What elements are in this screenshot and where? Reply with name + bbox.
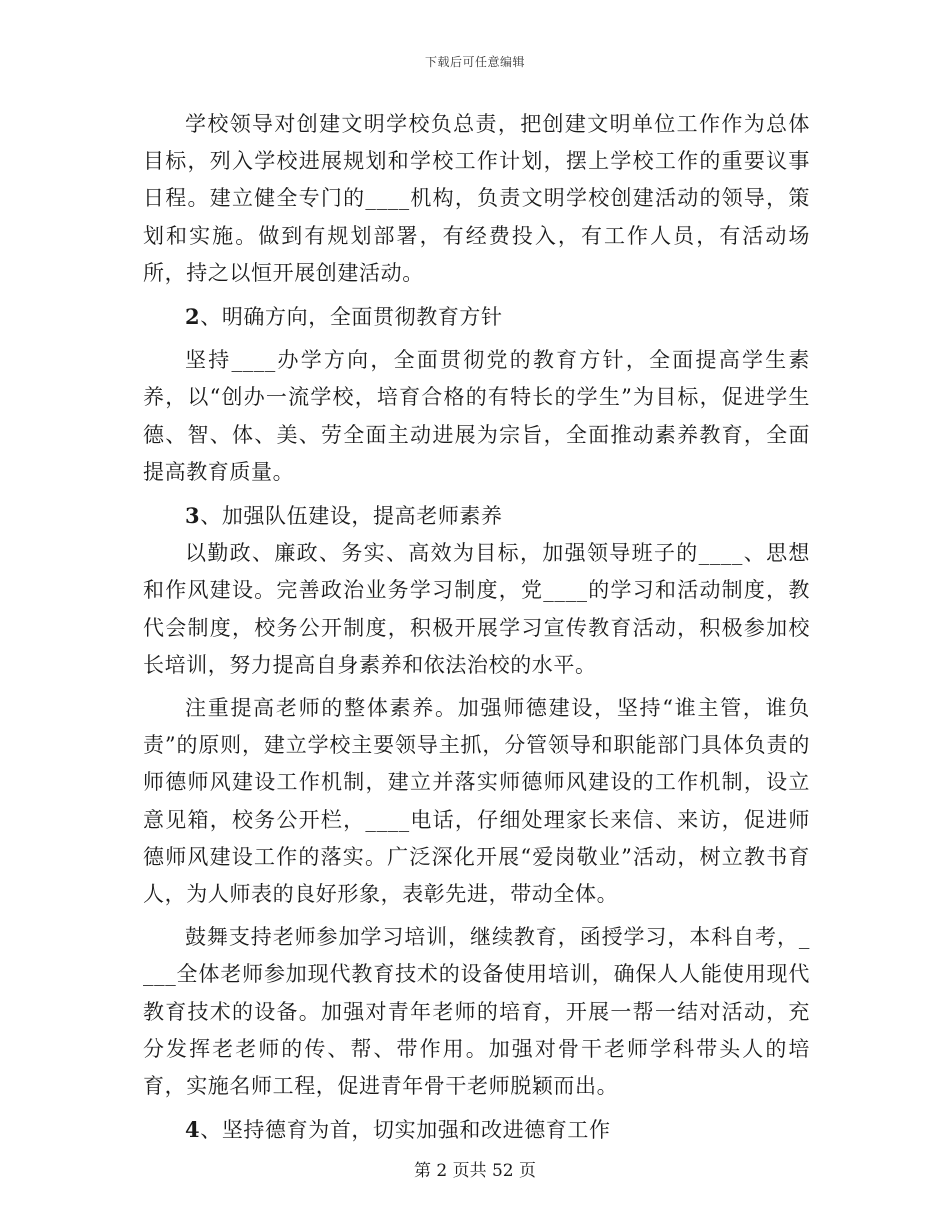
page-footer: 第 2 页共 52 页 [413, 1161, 537, 1181]
paragraph-leadership: 学校领导对创建文明学校负总责，把创建文明单位工作作为总体目标，列入学校进展规划和学校工作计划，摆上学校工作的重要议事日程。建立健全专门的____机构，负责文明学校创建活动的领导，策划和实施。做到有规划部署，有经费投入，有工作人员，有活动场所，持之以恒开展创建活动。 [143, 112, 810, 285]
paragraph-direction: 坚持____办学方向，全面贯彻党的教育方针，全面提高学生素养，以“创办一流学校，培育合格的有特长的学生”为目标，促进学生德、智、体、美、劳全面主动进展为宗旨，全面推动素养教育，全面提高教育质量。 [143, 348, 810, 484]
section-number: 3 [185, 503, 201, 529]
section-heading-text: 、坚持德育为首，切实加强和改进德育工作 [200, 1118, 611, 1143]
section-heading-text: 、加强队伍建设，提高老师素养 [200, 504, 503, 529]
section-heading-4 [143, 1111, 810, 1149]
section-heading-2 [143, 298, 810, 336]
section-number: 2 [185, 304, 201, 330]
section-heading-3 [143, 497, 810, 535]
paragraph-training: 鼓舞支持老师参加学习培训，继续教育，函授学习，本科自考，____全体老师参加现代教育技术的设备使用培训，确保人人能使用现代教育技术的设备。加强对青年老师的培育，开展一帮一结对活动，充分发挥老老师的传、帮、带作用。加强对骨干老师学科带头人的培育，实施名师工程，促进青年骨干老师脱颖而出。 [143, 925, 810, 1099]
section-number: 4 [185, 1117, 201, 1143]
paragraph-leadership-team: 以勤政、廉政、务实、高效为目标，加强领导班子的____、思想和作风建设。完善政治业务学习制度，党____的学习和活动制度，教代会制度，校务公开制度，积极开展学习宣传教育活动，积极参加校长培训，努力提高自身素养和依法治校的水平。 [143, 541, 810, 677]
section-heading-text: 、明确方向，全面贯彻教育方针 [200, 305, 503, 330]
document-body [143, 106, 810, 1149]
paragraph-teacher-quality: 注重提高老师的整体素养。加强师德建设，坚持“谁主管，谁负责”的原则，建立学校主要领导主抓，分管领导和职能部门具体负责的师德师风建设工作机制，建立并落实师德师风建设的工作机制，设立意见箱，校务公开栏，____电话，仔细处理家长来信、来访，促进师德师风建设工作的落实。广泛深化开展“爱岗敬业”活动，树立教书育人，为人师表的良好形象，表彰先进，带动全体。 [143, 696, 810, 907]
page-header-note: 下载后可任意编辑 [424, 55, 525, 69]
